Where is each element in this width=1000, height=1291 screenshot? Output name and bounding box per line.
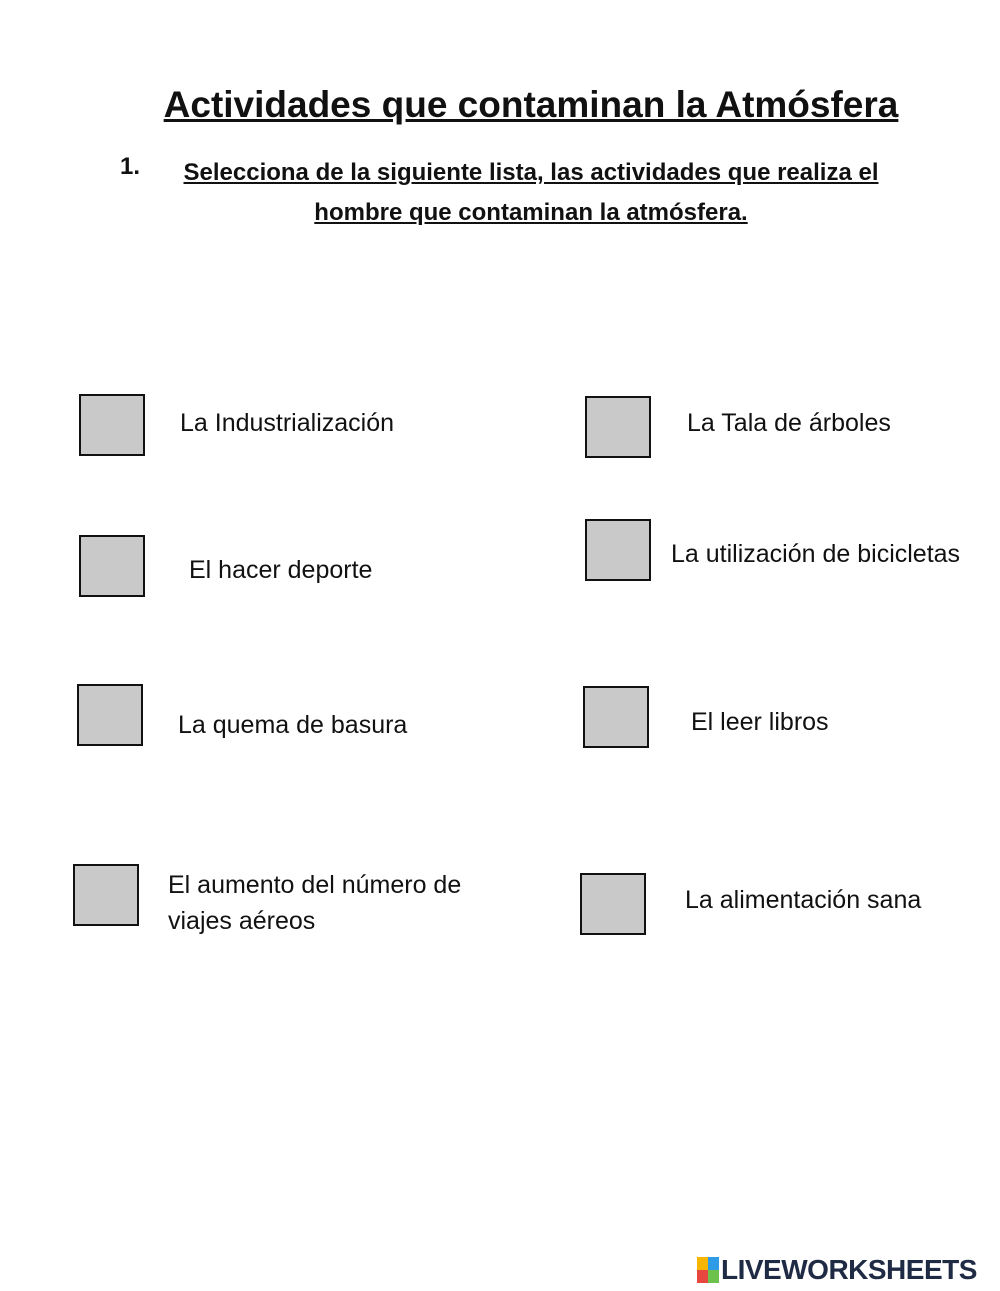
option-label-viajes-aereos-line-1: El aumento del número de (168, 871, 462, 899)
instruction-line-1: Selecciona de la siguiente lista, las actividades que realiza el (183, 159, 879, 186)
option-label-quema-de-basura: La quema de basura (178, 711, 408, 739)
instruction-line-2: hombre que contaminan la atmósfera. (314, 199, 748, 226)
option-label-leer-libros: El leer libros (691, 708, 829, 736)
instruction-text (166, 153, 896, 233)
option-label-industrializacion: La Industrialización (180, 409, 395, 437)
option-label-hacer-deporte: El hacer deporte (189, 556, 373, 584)
brand-name: LIVEWORKSHEETS (721, 1254, 977, 1285)
checkbox-alimentacion-sana[interactable] (580, 873, 646, 935)
liveworksheets-logo-icon (697, 1257, 719, 1283)
checkbox-tala-de-arboles[interactable] (585, 396, 651, 458)
option-label-viajes-aereos (168, 867, 461, 939)
checkbox-leer-libros[interactable] (583, 686, 649, 748)
checkbox-quema-de-basura[interactable] (77, 684, 143, 746)
liveworksheets-brand (697, 1253, 977, 1287)
option-label-tala-de-arboles: La Tala de árboles (687, 409, 891, 437)
option-label-viajes-aereos-line-2: viajes aéreos (168, 907, 316, 935)
instruction-number: 1. (120, 153, 141, 180)
checkbox-viajes-aereos[interactable] (73, 864, 139, 926)
option-label-utilizacion-bicicletas: La utilización de bicicletas (671, 540, 961, 568)
checkbox-utilizacion-bicicletas[interactable] (585, 519, 651, 581)
checkbox-hacer-deporte[interactable] (79, 535, 145, 597)
option-label-alimentacion-sana: La alimentación sana (685, 886, 922, 914)
worksheet-title: Actividades que contaminan la Atmósfera (163, 84, 899, 125)
checkbox-industrializacion[interactable] (79, 394, 145, 456)
